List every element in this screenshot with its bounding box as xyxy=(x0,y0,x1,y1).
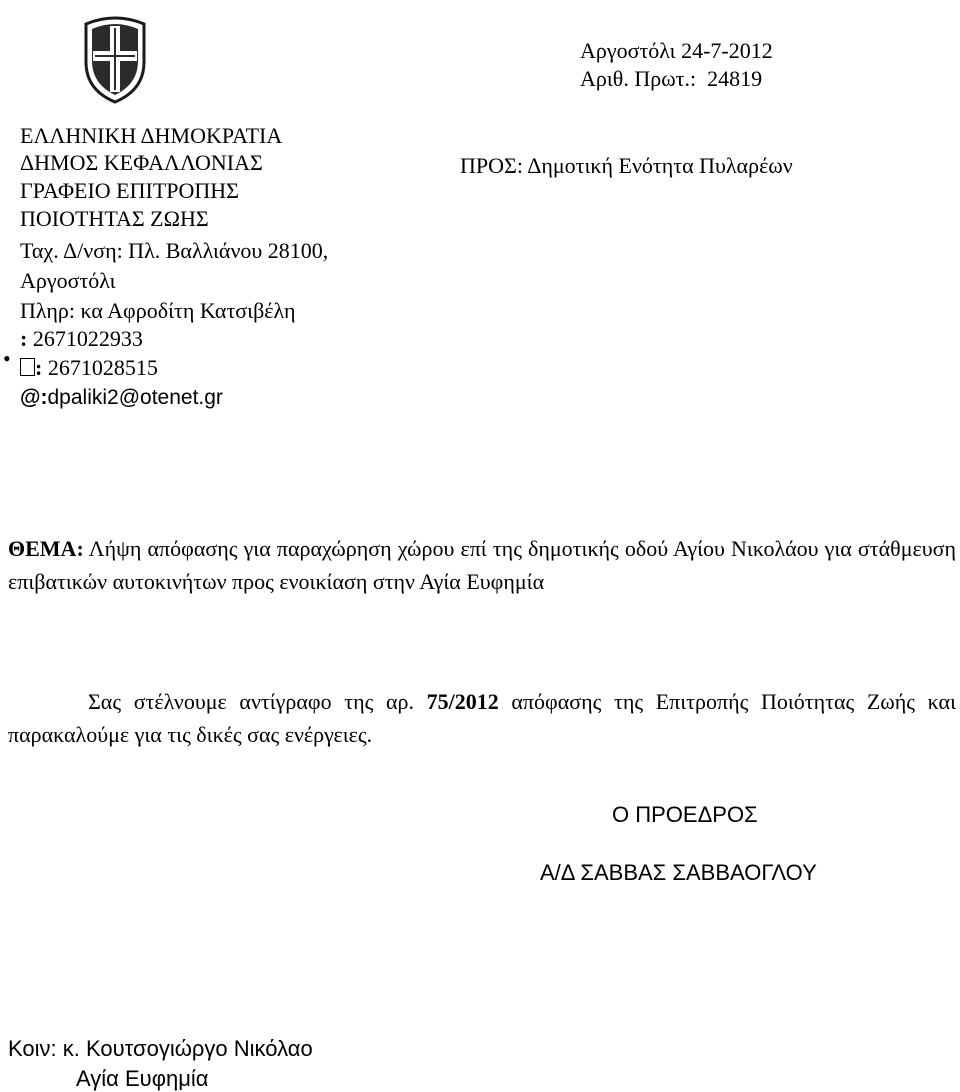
recipient: ΠΡΟΣ: Δημοτική Ενότητα Πυλαρέων xyxy=(460,153,793,178)
issuer-office: ΓΡΑΦΕΙΟ ΕΠΙΤΡΟΠΗΣ xyxy=(20,178,239,203)
body-text-part1: Σας στέλνουμε αντίγραφο της αρ. xyxy=(88,689,427,714)
fax-line xyxy=(20,357,158,379)
protocol-number: Αριθ. Πρωτ.: 24819 xyxy=(580,66,763,91)
issuer-country: ΕΛΛΗΝΙΚΗ ΔΗΜΟΚΡΑΤΙΑ xyxy=(20,123,283,148)
phone-separator: : xyxy=(20,326,28,351)
subject-label: ΘΕΜΑ: xyxy=(8,536,84,561)
fax-separator: : xyxy=(35,355,43,380)
email-line xyxy=(20,387,223,408)
signature-name: Α/Δ ΣΑΒΒΑΣ ΣΑΒΒΑΟΓΛΟΥ xyxy=(540,860,817,885)
fax-number: 2671028515 xyxy=(47,355,158,380)
postal-address: Ταχ. Δ/νση: Πλ. Βαλλιάνου 28100, xyxy=(20,238,329,263)
issuer-office-cont: ΠΟΙΟΤΗΤΑΣ ΖΩΗΣ xyxy=(20,206,209,231)
body-text-part2: απόφασης της Επιτροπής Ποιότητας Ζωής και παρακαλούμε για τις δικές σας ενέργειες. xyxy=(8,689,957,747)
phone-number: 2671022933 xyxy=(32,326,143,351)
decision-number: 75/2012 xyxy=(426,689,499,714)
signature-title: Ο ΠΡΟΕΔΡΟΣ xyxy=(612,802,758,827)
phone-dot-marker: • xyxy=(3,346,11,371)
phone-line xyxy=(20,328,143,350)
fax-icon xyxy=(20,358,35,376)
body-paragraph xyxy=(8,685,956,751)
issuer-municipality: ΔΗΜΟΣ ΚΕΦΑΛΛΟΝΙΑΣ xyxy=(20,150,263,175)
subject-text: Λήψη απόφασης για παραχώρηση χώρου επί της δημοτικής οδού Αγίου Νικολάου για στάθμευση επιβατικών αυτοκινήτων προς ενοικίαση στην Αγία Ευφημία xyxy=(8,536,956,594)
subject-paragraph xyxy=(8,532,956,598)
email-prefix: @: xyxy=(20,386,48,409)
cc-recipient: Κοιν: κ. Κουτσογιώργο Νικόλαο xyxy=(8,1036,313,1061)
contact-person: Πληρ: κα Αφροδίτη Κατσιβέλη xyxy=(20,298,296,323)
cc-location: Αγία Ευφημία xyxy=(76,1066,209,1091)
postal-city: Αργοστόλι xyxy=(20,268,116,293)
coat-of-arms-emblem xyxy=(80,14,150,104)
place-date: Αργοστόλι 24-7-2012 xyxy=(580,38,773,63)
email-address[interactable]: dpaliki2@otenet.gr xyxy=(47,386,223,409)
